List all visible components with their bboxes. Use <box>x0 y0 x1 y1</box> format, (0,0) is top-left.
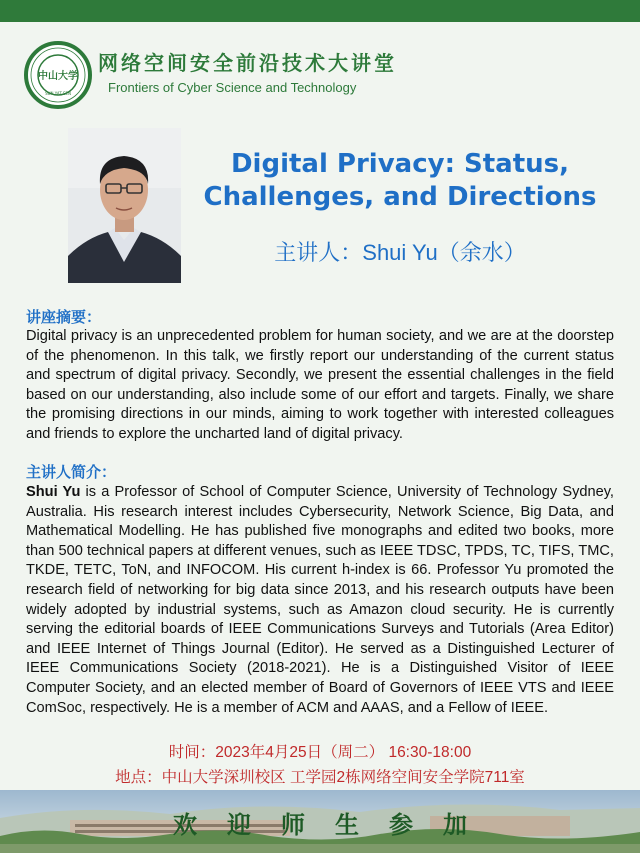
speaker-name: 主讲人：Shui Yu（余水） <box>274 240 526 265</box>
event-venue: 地点：中山大学深圳校区 工学园2栋网络空间安全学院711室 <box>115 769 525 786</box>
university-logo <box>24 41 92 109</box>
series-title-cn: 网络空间安全前沿技术大讲堂 <box>98 51 397 75</box>
speaker-photo <box>68 128 181 283</box>
bio-text <box>26 483 614 718</box>
event-time: 时间：2023年4月25日（周二） 16:30-18:00 <box>168 744 472 761</box>
bio-heading: 主讲人简介： <box>26 463 117 481</box>
talk-title <box>190 148 610 214</box>
bio-name: Shui Yu <box>26 484 81 500</box>
series-title-en: Frontiers of Cyber Science and Technology <box>108 80 357 95</box>
bio-body: is a Professor of School of Computer Science, University of Technology Sydney, Australia. His research interest includes Cybersecurity, Network Science, Big Data, and Mathematical Modelling. He has published five monographs and edited two books, more than 500 technical papers at different venues, such as IEEE TDSC, TPDS, TC, TIFS, TMC, TKDE, TETC, ToN, and INFOCOM. His current h-index is 66. Professor Yu promoted the research field of networking for big data since 2013, and his research outputs have been widely adopted by industrial systems, such as Amazon cloud security. He is currently serving the editorial boards of IEEE Communications Surveys and Tutorials (Area Editor) and IEEE Internet of Things Journal (Editor). He served as a Distinguished Lecturer of IEEE Communications Society (2018-2021). He is a Distinguished Visitor of IEEE Computer Society, and an elected member of Board of Governors of IEEE VTS and IEEE ComSoc, respectively. He is a member of ACM and AAAS, and a Fellow of IEEE. <box>26 484 614 716</box>
svg-text:SUN YAT-SEN: SUN YAT-SEN <box>45 91 71 96</box>
svg-text:中山大学: 中山大学 <box>38 71 78 82</box>
talk-title-line2: Challenges, and Directions <box>203 182 597 212</box>
talk-title-line1: Digital Privacy: Status, <box>230 149 570 179</box>
top-bar <box>0 0 640 22</box>
welcome-text: 欢迎师生参加 <box>173 810 497 839</box>
abstract-heading: 讲座摘要： <box>26 308 102 326</box>
abstract-text: Digital privacy is an unprecedented problem for human society, and we are at the doorstep of the phenomenon. In this talk, we firstly report our understanding of the current status and spectrum of digital privacy. Secondly, we present the essential challenges in the field based on our understanding, also include some of our effort and targets. Finally, we share the promising directions in our minds, aiming to work together with interested colleagues and friends to explore the uncharted land of digital privacy. <box>26 328 614 442</box>
